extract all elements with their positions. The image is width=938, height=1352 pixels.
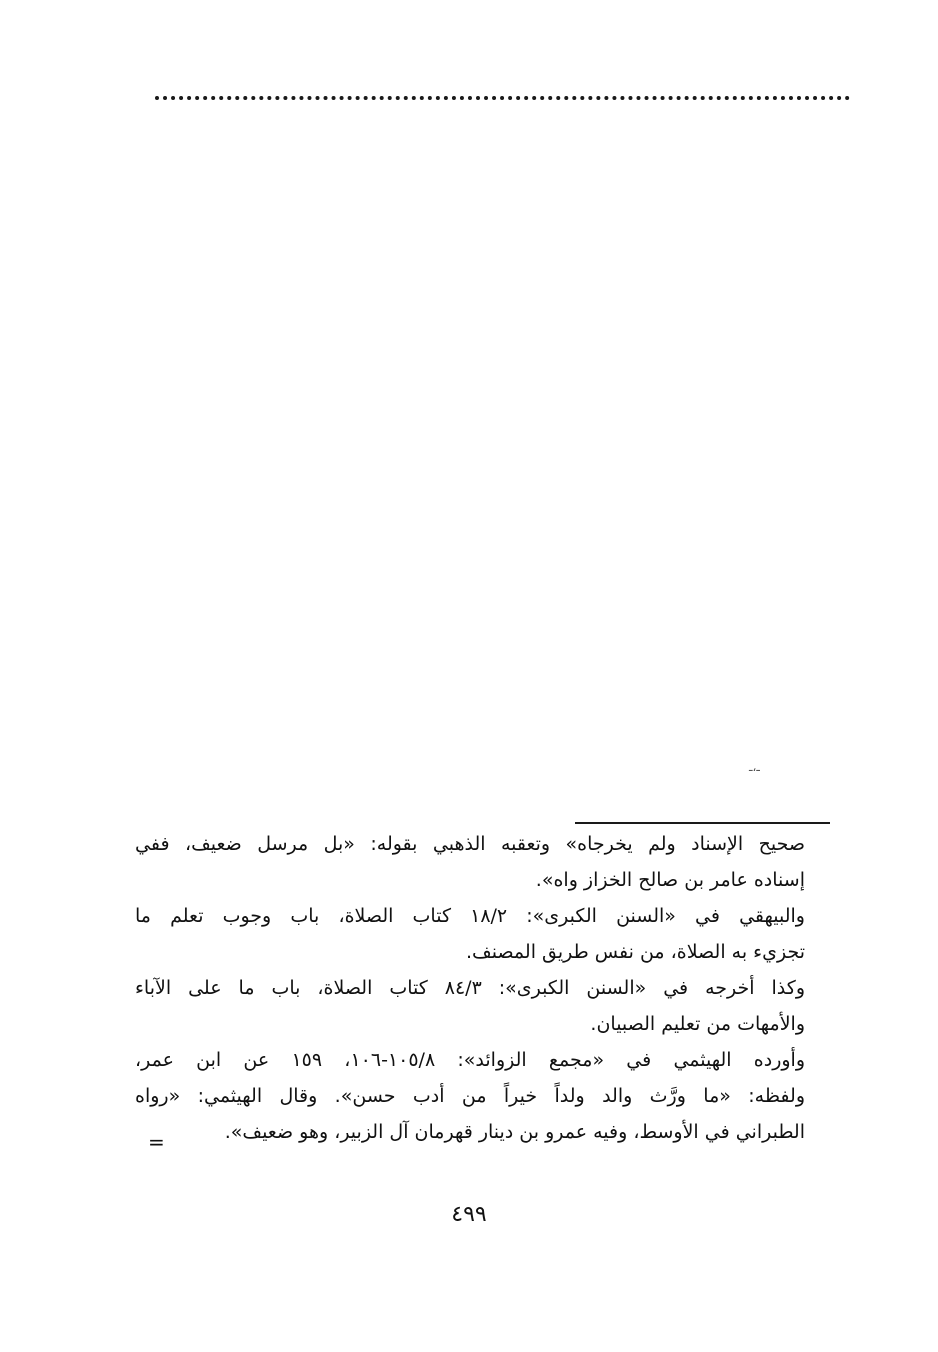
footnote-line: تجزيء به الصلاة، من نفس طريق المصنف. [466, 941, 805, 963]
footnote-line: والبيهقي في «السنن الكبرى»: ١٨/٢ كتاب الصلاة، باب وجوب تعلم ما [135, 905, 805, 927]
footnote-line: صحيح الإسناد ولم يخرجاه» وتعقبه الذهبي بقوله: «بل مرسل ضعيف، ففي [135, 833, 805, 855]
footnote-line: والأمهات من تعليم الصبيان. [590, 1013, 805, 1035]
ink-speck: ـ،ـ [749, 760, 760, 774]
footnote-separator [575, 822, 830, 824]
header-dotted-rule [155, 96, 850, 100]
footnote-line: إسناده عامر بن صالح الخزاز واه». [535, 869, 805, 891]
footnote-line: وكذا أخرجه في «السنن الكبرى»: ٨٤/٣ كتاب الصلاة، باب ما على الآباء [135, 977, 805, 999]
footnote-line: وأورده الهيثمي في «مجمع الزوائد»: ١٠٥/٨-١٠٦، ١٥٩ عن ابن عمر، [135, 1049, 805, 1071]
footnotes-block [135, 826, 805, 1150]
continuation-mark: = [148, 1130, 165, 1154]
page-number: ٤٩٩ [451, 1202, 487, 1227]
footnote-line: ولفظه: «ما ورَّث والد ولداً خيراً من أدب حسن». وقال الهيثمي: «رواه [135, 1085, 805, 1107]
footnote-line: الطبراني في الأوسط، وفيه عمرو بن دينار قهرمان آل الزبير، وهو ضعيف». [224, 1121, 805, 1143]
